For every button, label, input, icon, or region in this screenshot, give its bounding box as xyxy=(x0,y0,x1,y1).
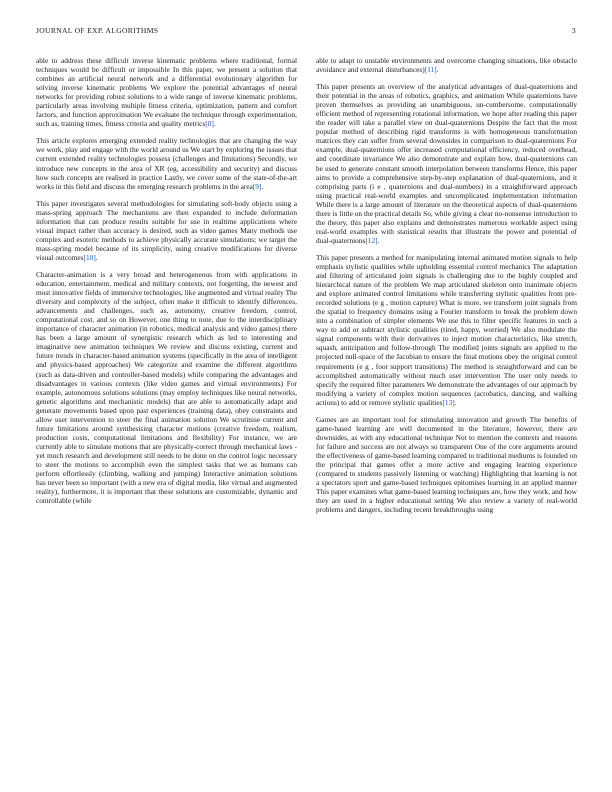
citation-link[interactable]: [10] xyxy=(83,252,96,262)
paragraph-text: Games are an important tool for stimulating innovation and growth The benefits of game-based learning are well documented in the literature, however, there are downsides, as with any educational technique Not to mention the contexts and reasons for failure and success are not always so transparent One of the core arguments around the effectiveness of game-based learning compared to traditional mediums is founded on the principal that games offer a more active and engaging learning experience (compared to students passively listening or watching) Highlighting that learning is not a spectators sport and game-based techniques epitomises learning in an applied manner This paper examines what game-based learning techniques are, how they work, and how they are used in a higher educational setting We also review a variety of real-world problems and dangers, including recent breakthroughs using xyxy=(316,414,577,515)
journal-name: JOURNAL OF EXP. ALGORITHMS xyxy=(36,26,159,35)
paragraph xyxy=(36,199,297,262)
paragraph-text: This paper investigates several methodologies for simulating soft-body objects using a mass-spring approach The mechanisms are then expanded to include deformation information that can produce results suitable for use in realtime applications where visual impact rather than accuracy is desired, such as video games Many methods use complex and esoteric methods to achieve physically accurate simulations; we target the mass-spring model because of its simplicity, using creative modifications for diverse visual outcomes xyxy=(36,198,297,262)
paragraph-text: This paper presents an overview of the analytical advantages of dual-quaternions and their potential in the areas of robotics, graphics, and animation While quaternions have proven themselves as providing an unambiguous, un-cumbersome, computationally efficient method of representing rotational information, we hope after reading this paper the reader will take a parallel view on dual-quaternions Despite the fact that the most popular method of describing rigid transforms is with homogeneous transformation matrices they can suffer from several downsides in comparison to dual-quaternions For example, dual-quaternions offer increased computational efficiency, reduced overhead, and coordinate invariance We also demonstrate and explain how, dual-quaternions can be used to generate constant smooth interpolation between transforms Hence, this paper aims to provide a comprehensive step-by-step explanation of dual-quaternions, and it comprising parts (i e , quaternions and dual-numbers) in a straightforward approach using practical real-world examples and uncomplicated implementation information While there is a large amount of literature on the theoretical aspects of dual-quaternions there is little on the practical details So, while giving a clear no-nonsense introduction to the theory, this paper also explains and demonstrates numerous workable aspect using real-world examples with statistical results that illustrate the power and potential of dual-quaternions xyxy=(316,82,577,245)
running-header xyxy=(36,26,576,38)
paragraph xyxy=(316,253,577,407)
paragraph-end: . xyxy=(454,397,457,407)
paragraph-text: This article explores emerging extended reality technologies that are changing the way we work, play and engage with the world around us We start by exploring the issues that current extended reality technologies possess (challenges and limitations) Secondly, we introduce new concepts in the area of XR (eg, accessibility and security) and discuss how such concepts are realised in practice Lastly, we cover some of the state-of-the-art works in this field and discuss the emerging research problems in the area xyxy=(36,136,297,191)
paragraph xyxy=(316,56,577,74)
paragraph xyxy=(36,136,297,190)
paragraph-text: able to address these difficult inverse kinematic problems where traditional, formal techniques would be difficult or impossible In this paper, we present a solution that combines an artificial neural network and a differential evolutionary algorithm for solving inverse kinematic problems We explore the potential advantages of neural networks for providing robust solutions to a wide range of inverse kinematic problems, particularly areas involving multiple fitness criteria, optimization, pattern and comfort factors, and function approximation We evaluate the technique through experimentation, such as, training times, fitness criteria and quality metrics xyxy=(36,56,297,129)
left-column xyxy=(36,56,297,513)
paragraph xyxy=(36,270,297,505)
citation-link[interactable]: [8] xyxy=(205,119,214,129)
paragraph-end: . xyxy=(377,235,380,245)
paragraph-text: This paper presents a method for manipulating internal animated motion signals to help emphasis stylistic qualities while upholding essential control mechanics The adaptation and filtering of articulated joint signals is challenging due to the highly coupled and hierarchical nature of the problem We map articulated skeleton onto inanimate objects and explore animated control limitations while transferring stylistic qualities from pre-recorded solutions (e g , motion capture) What is more, we transform joint signals from the spatial to frequency domains using a Fourier transform to break the problem down into a combination of simpler elements We use this to filter specific features in such a way to add or subtract stylistic qualities (tired, happy, worried) We also modulate the signal components with their derivatives to inject motion characteristics, like stretch, squash, anticipation and follow-through The modified joints signals are applied to the projected null-space of the Jacobian to ensure the final motions obey the original control requirements (e g , foot support transitions) The method is straightforward and can be accomplished automatically without much user intervention The user only needs to specify the required filter parameters We demonstrate the advantages of our approach by modifying a variety of complex motion sequences (acrobatics, dancing, and walking actions) to add or remove stylistic qualities xyxy=(316,252,577,407)
paragraph xyxy=(316,415,577,515)
paragraph-end: . xyxy=(436,65,439,75)
citation-link[interactable]: [9] xyxy=(252,181,262,191)
paragraph xyxy=(316,82,577,245)
paragraph-end: . xyxy=(95,252,98,262)
paragraph-end: . xyxy=(213,119,216,129)
right-column xyxy=(316,56,577,522)
paragraph-text: able to adapt to unstable environments and overcome changing situations, like obstacle avoidance and external disturbances) xyxy=(316,56,577,75)
citation-link[interactable]: [11] xyxy=(424,65,437,75)
paragraph xyxy=(36,56,297,128)
paragraph-text: Character-animation is a very broad and heterogeneous from with applications in education, entertainment, medical and military contexts, not forgetting, the newest and most innovative fields of immersive technologies, like augmented and virtual reality The diversity and complexity of the subject, often make it difficult to identify differences, advancements and challenges, such as, autonomy, creative freedom, control, computational cost, and so on However, one thing to note, due to the interdisciplinary importance of character animation (in robotics, medical analysis and video games) there has been a large amount of synergistic research which as led to interesting and imaginative new animation techniques We review and discuss existing, current and future trends in character-based animation systems (specifically in the area of intelligent and physics-based approaches) We categorize and examine the different algorithms (such as data-driven and controller-based models) while comparing the advantages and disadvantages in various contexts (like video games and virtual environments) For example, autonomous solutions solutions (may employ techniques like neural networks, genetic algorithms and mechanistic models) that are able to automatically adapt and generate movements based upon past experiences (training data), obey constraints and allow user intervention to steer the final animation solution We scrutinise current and future limitations around synthesising character motions (creative freedom, realism, production costs, computational limitations and flexibility) For instance, we are currently able to simulate motions that are physically-correct through mechanical laws - yet much research and development still needs to be done on the control logic necessary to steer the motions to accomplish even the simplest tasks that we as humans can perform effortlessly (climbing, walking and jumping) Interactive animation solutions has never been so important (with a new era of digital media, like virtual and augmented reality), furthermore, it is important that these solutions are customizable, dynamic and controllable (while xyxy=(36,269,297,506)
citation-link[interactable]: [13] xyxy=(442,397,455,407)
page-number: 3 xyxy=(571,26,576,35)
citation-link[interactable]: [12] xyxy=(365,235,378,245)
paragraph-end: . xyxy=(261,181,264,191)
